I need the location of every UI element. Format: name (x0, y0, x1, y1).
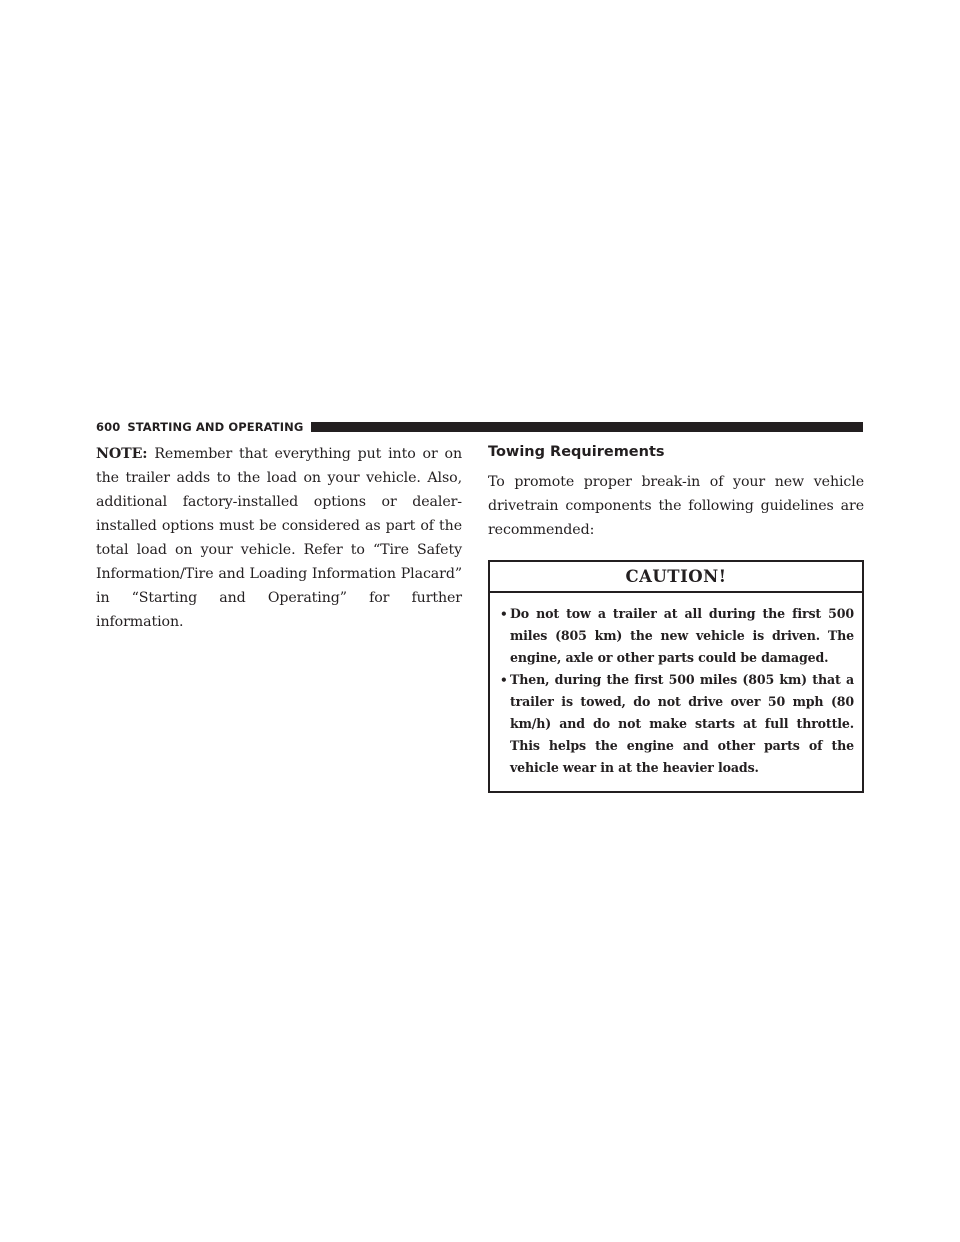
intro-paragraph: To promote proper break-in of your new vehicle drivetrain components the following guidelines are recommended: (488, 474, 864, 538)
bullet-icon: • (500, 607, 508, 621)
caution-item-text: Then, during the first 500 miles (805 km) that a trailer is towed, do not drive over 50 mph (80 km/h) and do not make starts at full throttle. This helps the engine and other parts of the vehicle wear in at the heavier loads. (510, 672, 854, 775)
caution-list (490, 593, 862, 791)
caution-title: CAUTION! (490, 562, 862, 593)
left-column (96, 442, 462, 634)
list-item (500, 669, 854, 779)
note-text: Remember that everything put into or on the trailer adds to the load on your vehicle. Also, additional factory-installed options or dealer-installed options must be considered as part of the total load on your vehicle. Refer to “Tire Safety Information/Tire and Loading Information Placard” in “Starting and Operating” for further information. (96, 446, 462, 630)
caution-item-text: Do not tow a trailer at all during the first 500 miles (805 km) the new vehicle is driven. The engine, axle or other parts could be damaged. (510, 606, 854, 665)
caution-box (488, 560, 864, 793)
list-item (500, 603, 854, 669)
note-paragraph (96, 442, 462, 634)
note-label: NOTE: (96, 446, 148, 462)
header-rule (311, 422, 863, 432)
section-heading: Towing Requirements (488, 444, 665, 460)
right-column (488, 442, 864, 793)
page-number: 600 (96, 420, 121, 434)
page-header (96, 420, 863, 434)
bullet-icon: • (500, 673, 508, 687)
section-title: STARTING AND OPERATING (127, 420, 304, 434)
